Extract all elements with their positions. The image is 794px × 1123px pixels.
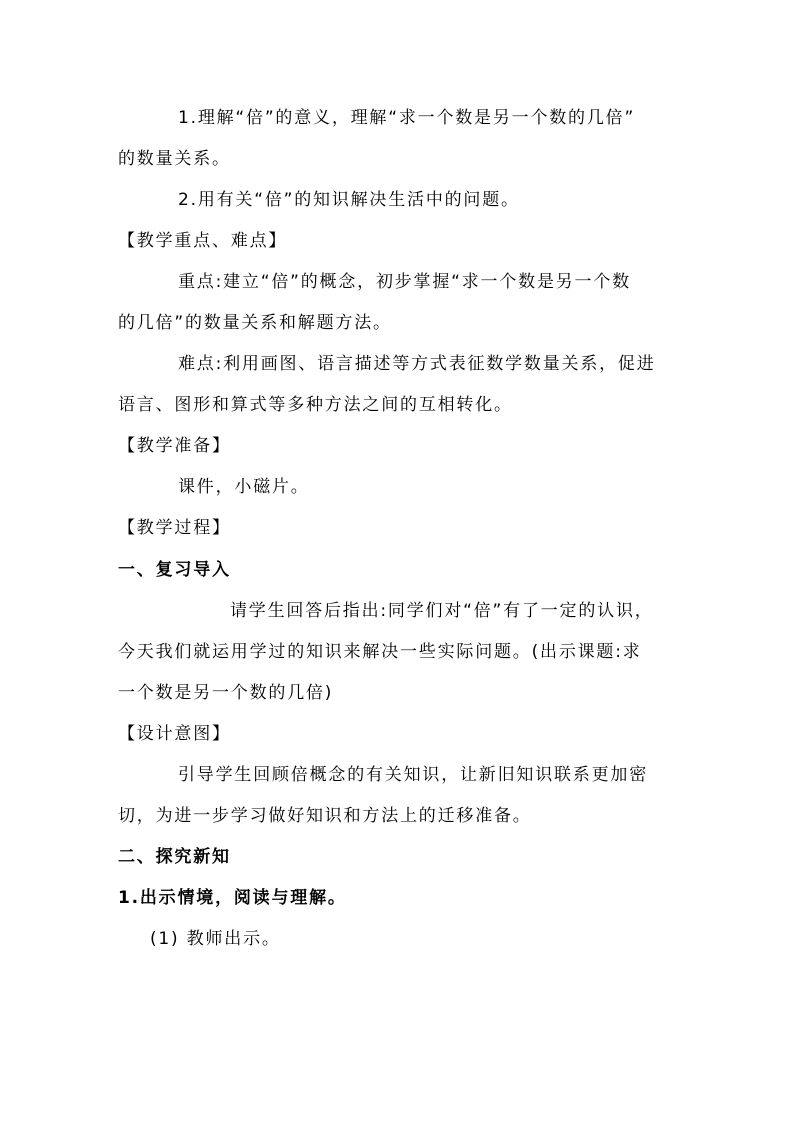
subsection-heading-situation: 1.出示情境，阅读与理解。 [118,888,347,908]
review-line-2: 今天我们就运用学过的知识来解决一些实际问题。(出示课题:求 [118,642,642,662]
review-line-3: 一个数是另一个数的几倍) [118,683,334,703]
review-line-1: 请学生回答后指出:同学们对“倍”有了一定的认识， [230,601,654,621]
section-heading-review: 一、复习导入 [118,560,231,580]
section-heading-process: 【教学过程】 [118,518,231,538]
design-intent-line-1: 引导学生回顾倍概念的有关知识，让新旧知识联系更加密 [178,765,648,785]
key-point-line-2: 的几倍”的数量关系和解题方法。 [118,313,392,333]
section-heading-key-points: 【教学重点、难点】 [118,231,288,251]
preparation-line: 课件，小磁片。 [178,477,310,497]
section-heading-explore: 二、探究新知 [118,847,231,867]
objective-1-line-1: 1.理解“倍”的意义，理解“求一个数是另一个数的几倍” [178,108,636,128]
difficulty-line-1: 难点:利用画图、语言描述等方式表征数学数量关系，促进 [178,354,656,374]
step-1-line: (1) 教师出示。 [150,929,281,949]
difficulty-line-2: 语言、图形和算式等多种方法之间的互相转化。 [118,395,513,415]
section-heading-preparation: 【教学准备】 [118,436,231,456]
design-intent-line-2: 切，为进一步学习做好知识和方法上的迁移准备。 [118,806,532,826]
objective-2-line: 2.用有关“倍”的知识解决生活中的问题。 [178,190,520,210]
section-heading-design-intent: 【设计意图】 [118,724,231,744]
objective-1-line-2: 的数量关系。 [118,149,231,169]
key-point-line-1: 重点:建立“倍”的概念，初步掌握“求一个数是另一个数 [178,272,631,292]
